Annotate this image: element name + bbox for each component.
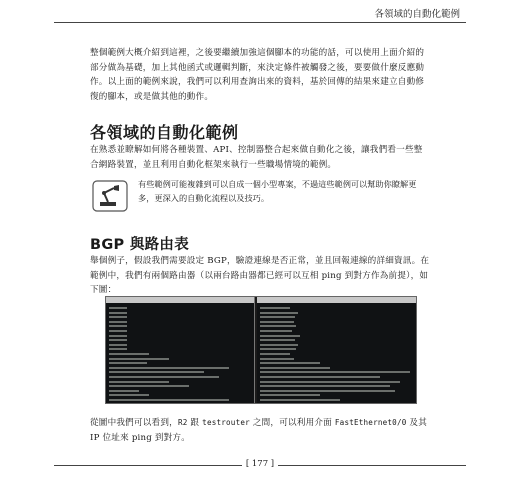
terminal-output-line (260, 376, 380, 378)
terminal-output-line (109, 385, 189, 387)
caption-text-4: 及其 IP 位址來 ping 到對方。 (90, 418, 428, 443)
terminal-output-line (109, 330, 127, 332)
router-terminal-screenshot (105, 296, 417, 404)
terminal-output-line (109, 362, 147, 364)
terminal-output-line (109, 348, 127, 350)
caption-testrouter: testrouter (202, 418, 250, 427)
caption-text-1: 從圖中我們可以看到， (90, 418, 178, 428)
terminal-output-line (260, 325, 296, 327)
note-text: 有些範例可能複雜到可以自成一個小型專案，不過這些範例可以幫助你瞭解更多，更深入的自動化流程以及技巧。 (138, 179, 417, 203)
terminal-output-line (260, 371, 410, 373)
terminal-output-line (260, 344, 298, 346)
terminal-output-line (109, 321, 127, 323)
header-rule (54, 22, 466, 23)
caption-text-3: 之間，可以利用介面 (249, 418, 335, 428)
terminal-output-line (260, 367, 330, 369)
terminal-output-line (109, 312, 127, 314)
terminal-output-line (260, 312, 298, 314)
terminal-output-line (109, 339, 127, 341)
terminal-output-line (109, 316, 127, 318)
section1-paragraph: 在熟悉並瞭解如何將各種裝置、API、控制器整合起來做自動化之後，讓我們看一些整合網路裝置，並且利用自動化框架來執行一些職場情境的範例。 (90, 145, 423, 170)
caption-text-2: 跟 (187, 418, 203, 428)
figure-caption-paragraph (90, 416, 430, 445)
section-heading-bgp: BGP 與路由表 (90, 237, 190, 253)
terminal-output-line (260, 362, 320, 364)
terminal-output-line (109, 376, 219, 378)
terminal-pane-testrouter (257, 297, 417, 403)
terminal-output-line (260, 399, 340, 401)
terminal-output-line (260, 330, 292, 332)
page-header (0, 0, 520, 24)
terminal-output-line (109, 394, 149, 396)
terminal-output-line (260, 394, 320, 396)
terminal-output-line (109, 367, 229, 369)
section2-paragraph: 舉個例子，假設我們需要設定 BGP，驗證連線是否正常，並且回報連線的詳細資訊。在範例中，我們有兩個路由器（以兩台路由器都已經可以互相 ping 到對方作為前提），如下圖： (90, 256, 430, 295)
terminal-output-line (260, 390, 395, 392)
terminal-pane-r2 (106, 297, 255, 403)
running-header-title: 各領域的自動化範例 (374, 9, 460, 20)
terminal-output-line (109, 358, 169, 360)
caption-r2: R2 (177, 418, 188, 427)
terminal-output-line (260, 381, 400, 383)
terminal-output-line (260, 385, 390, 387)
terminal-titlebar (257, 297, 416, 303)
section-heading-automation-examples: 各領域的自動化範例 (90, 123, 239, 142)
terminal-output-line (109, 344, 127, 346)
terminal-output-line (109, 371, 204, 373)
terminal-output-line (260, 353, 290, 355)
terminal-output-line (109, 381, 169, 383)
terminal-output-line (109, 399, 229, 401)
terminal-output-line (260, 307, 290, 309)
terminal-output-line (260, 348, 296, 350)
terminal-output-line (260, 316, 295, 318)
terminal-titlebar (106, 297, 254, 303)
terminal-output-line (260, 339, 295, 341)
terminal-output-line (109, 390, 139, 392)
terminal-output-line (109, 353, 149, 355)
terminal-output-line (260, 335, 300, 337)
terminal-output-line (109, 335, 127, 337)
intro-paragraph: 整個範例大概介紹到這裡，之後要繼續加強這個腳本的功能的話，可以使用上面介紹的部分做為基礎，加上其他函式或邏輯判斷，來決定條件被觸發之後，要要做什麼反應動作。以上面的範例來說，我們可以利用查詢出來的資料，基於回傳的結果來建立自動修復的腳本，或是做其他的動作。 (90, 48, 425, 102)
note-box (90, 178, 430, 214)
page-number: [ 177 ] (242, 459, 278, 469)
terminal-output-line (109, 307, 127, 309)
terminal-output-line (260, 321, 294, 323)
terminal-output-line (109, 325, 127, 327)
robot-arm-icon (90, 178, 130, 214)
caption-interface: FastEthernet0/0 (334, 418, 407, 427)
terminal-output-line (260, 358, 294, 360)
